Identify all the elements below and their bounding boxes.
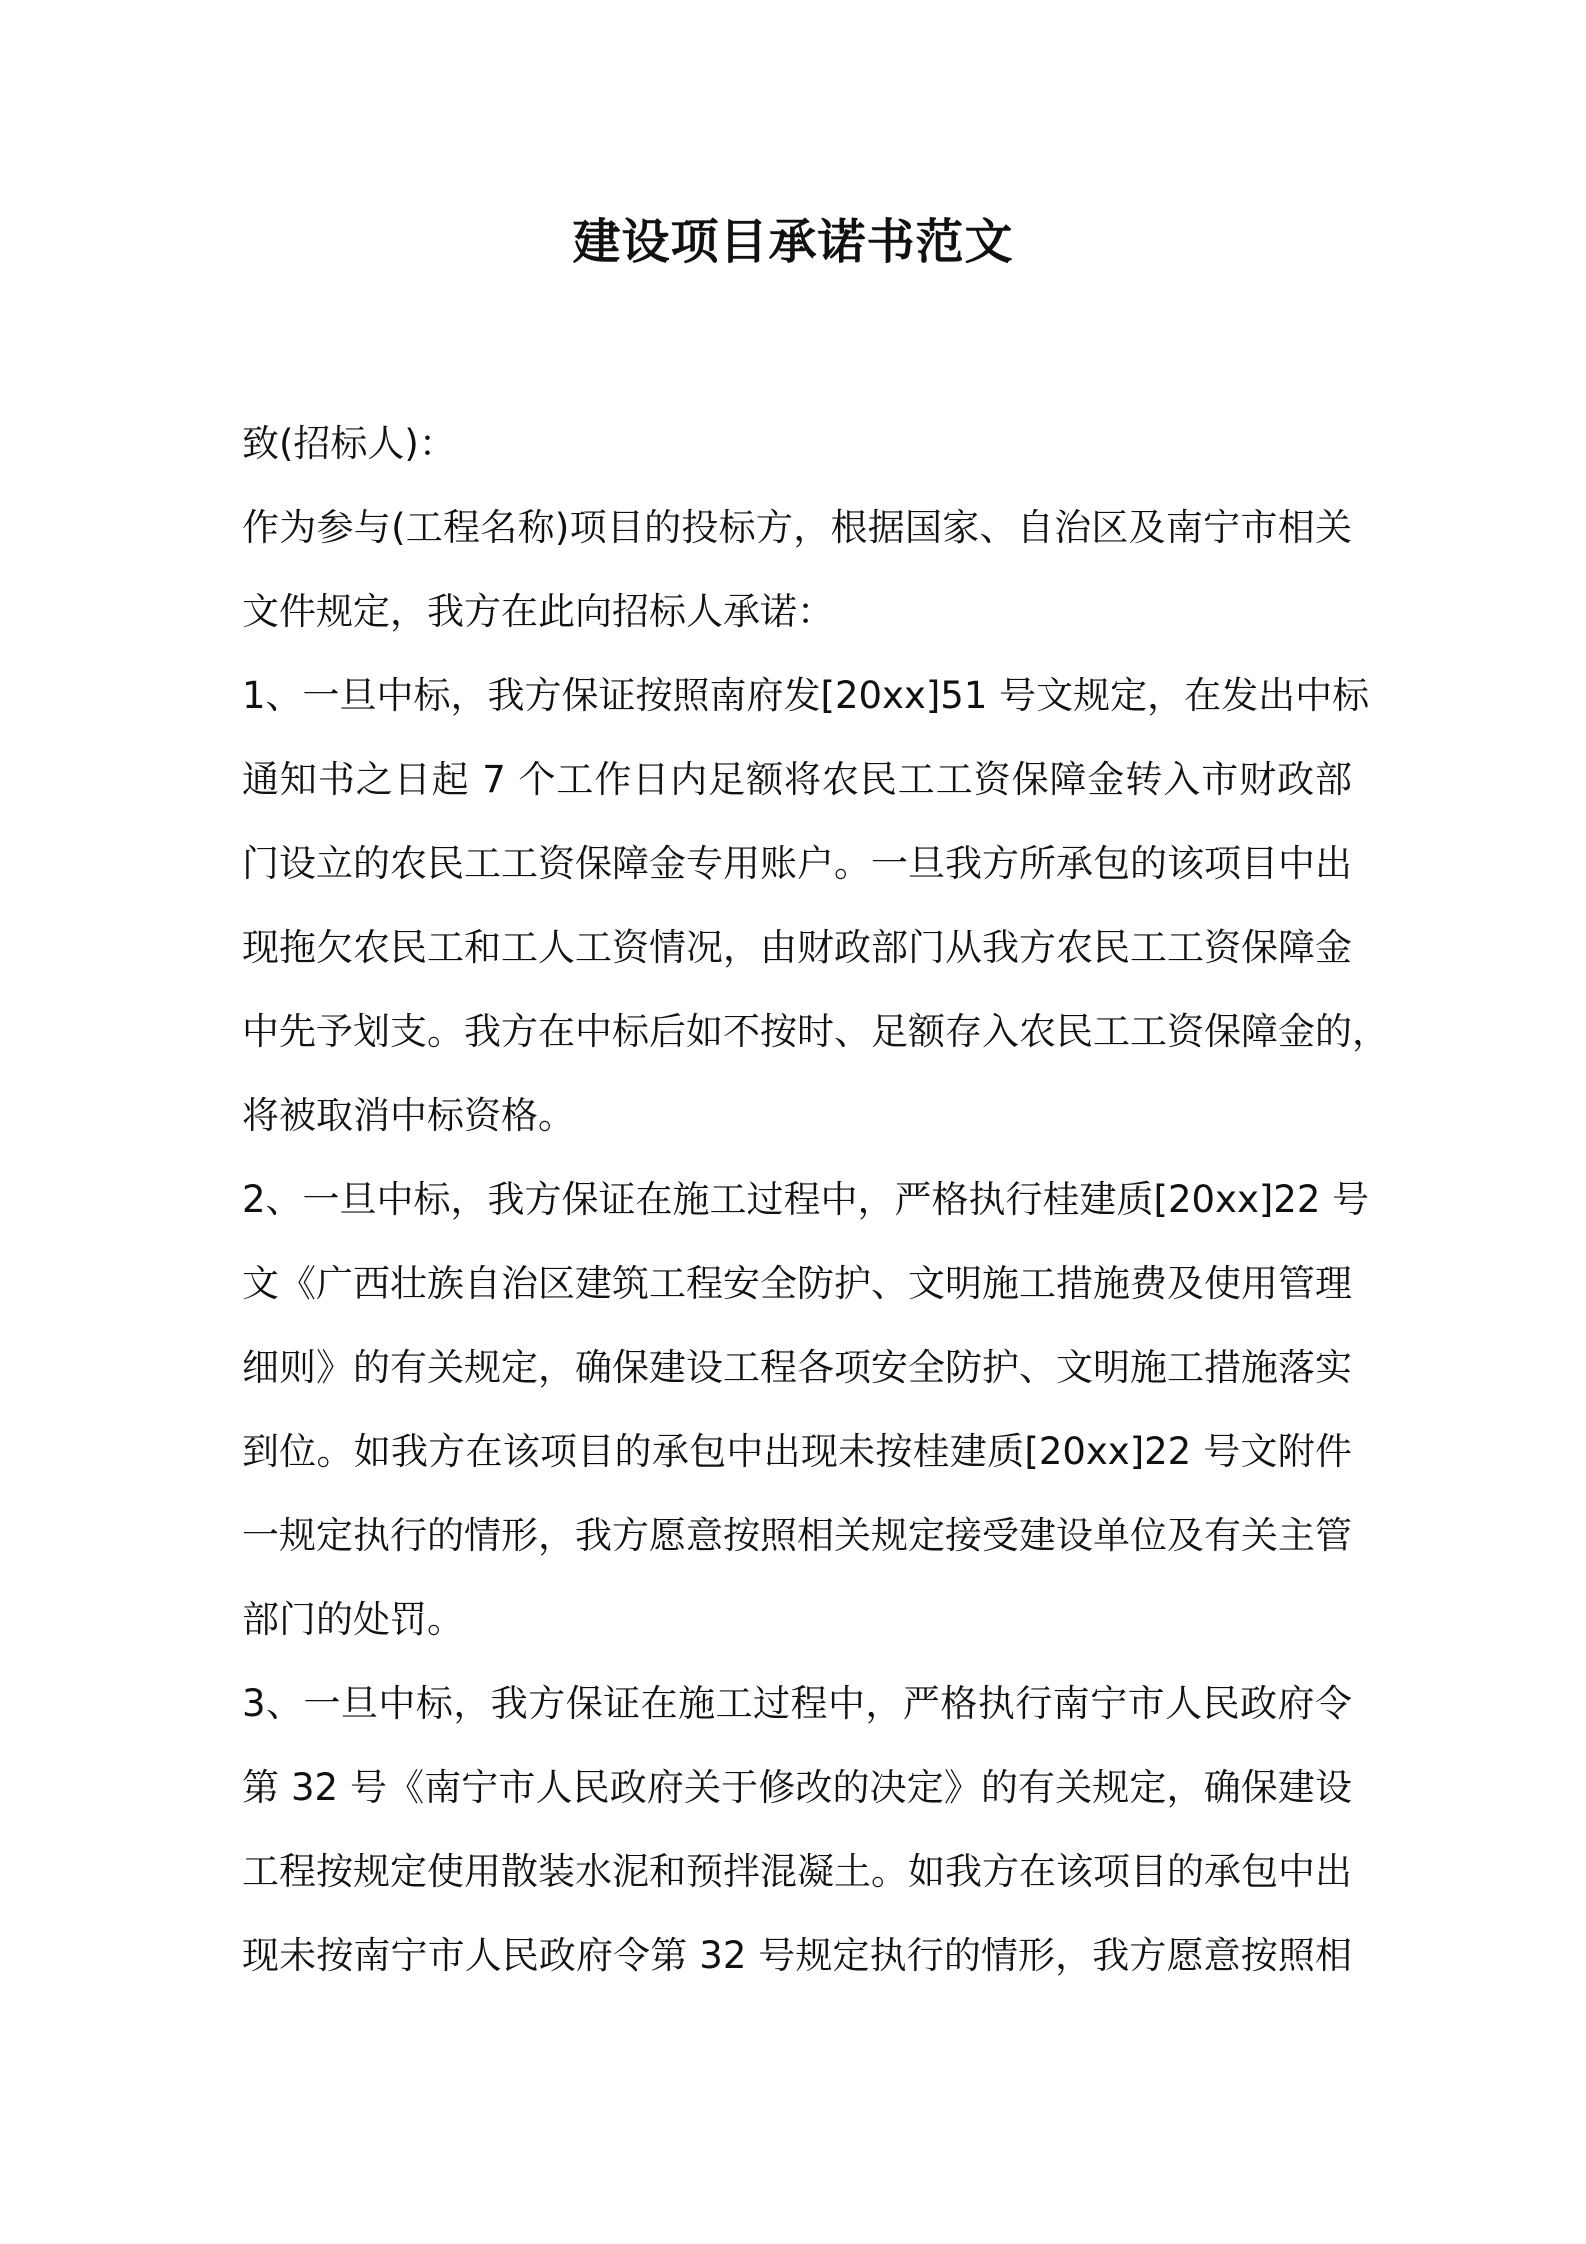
body-line: 第 32 号《南宁市人民政府关于修改的决定》的有关规定，确保建设 [242,1766,1352,1809]
document-title: 建设项目承诺书范文 [572,214,1014,270]
document-body [242,402,1389,1998]
body-line: 细则》的有关规定，确保建设工程各项安全防护、文明施工措施落实 [242,1346,1352,1389]
body-line: 门设立的农民工工资保障金专用账户。一旦我方所承包的该项目中出 [242,842,1352,885]
body-line: 到位。如我方在该项目的承包中出现未按桂建质[20xx]22 号文附件 [242,1430,1352,1473]
body-line: 2、一旦中标，我方保证在施工过程中，严格执行桂建质[20xx]22 号 [242,1178,1370,1221]
body-line: 现未按南宁市人民政府令第 32 号规定执行的情形，我方愿意按照相 [242,1934,1352,1977]
body-line: 现拖欠农民工和工人工资情况，由财政部门从我方农民工工资保障金 [242,926,1352,969]
salutation-line: 致(招标人)： [242,422,456,465]
body-line: 中先予划支。我方在中标后如不按时、足额存入农民工工资保障金的， [242,1010,1389,1053]
body-line: 文件规定，我方在此向招标人承诺： [242,590,834,633]
body-line: 1、一旦中标，我方保证按照南府发[20xx]51 号文规定，在发出中标 [242,674,1370,717]
body-line: 一规定执行的情形，我方愿意按照相关规定接受建设单位及有关主管 [242,1514,1352,1557]
body-line: 文《广西壮族自治区建筑工程安全防护、文明施工措施费及使用管理 [242,1262,1352,1305]
body-line: 作为参与(工程名称)项目的投标方，根据国家、自治区及南宁市相关 [242,506,1352,549]
body-line: 3、一旦中标，我方保证在施工过程中，严格执行南宁市人民政府令 [242,1682,1352,1725]
body-line: 将被取消中标资格。 [242,1094,575,1137]
body-line: 部门的处罚。 [242,1598,464,1641]
body-line: 工程按规定使用散装水泥和预拌混凝土。如我方在该项目的承包中出 [242,1850,1352,1893]
body-line: 通知书之日起 7 个工作日内足额将农民工工资保障金转入市财政部 [242,758,1352,801]
